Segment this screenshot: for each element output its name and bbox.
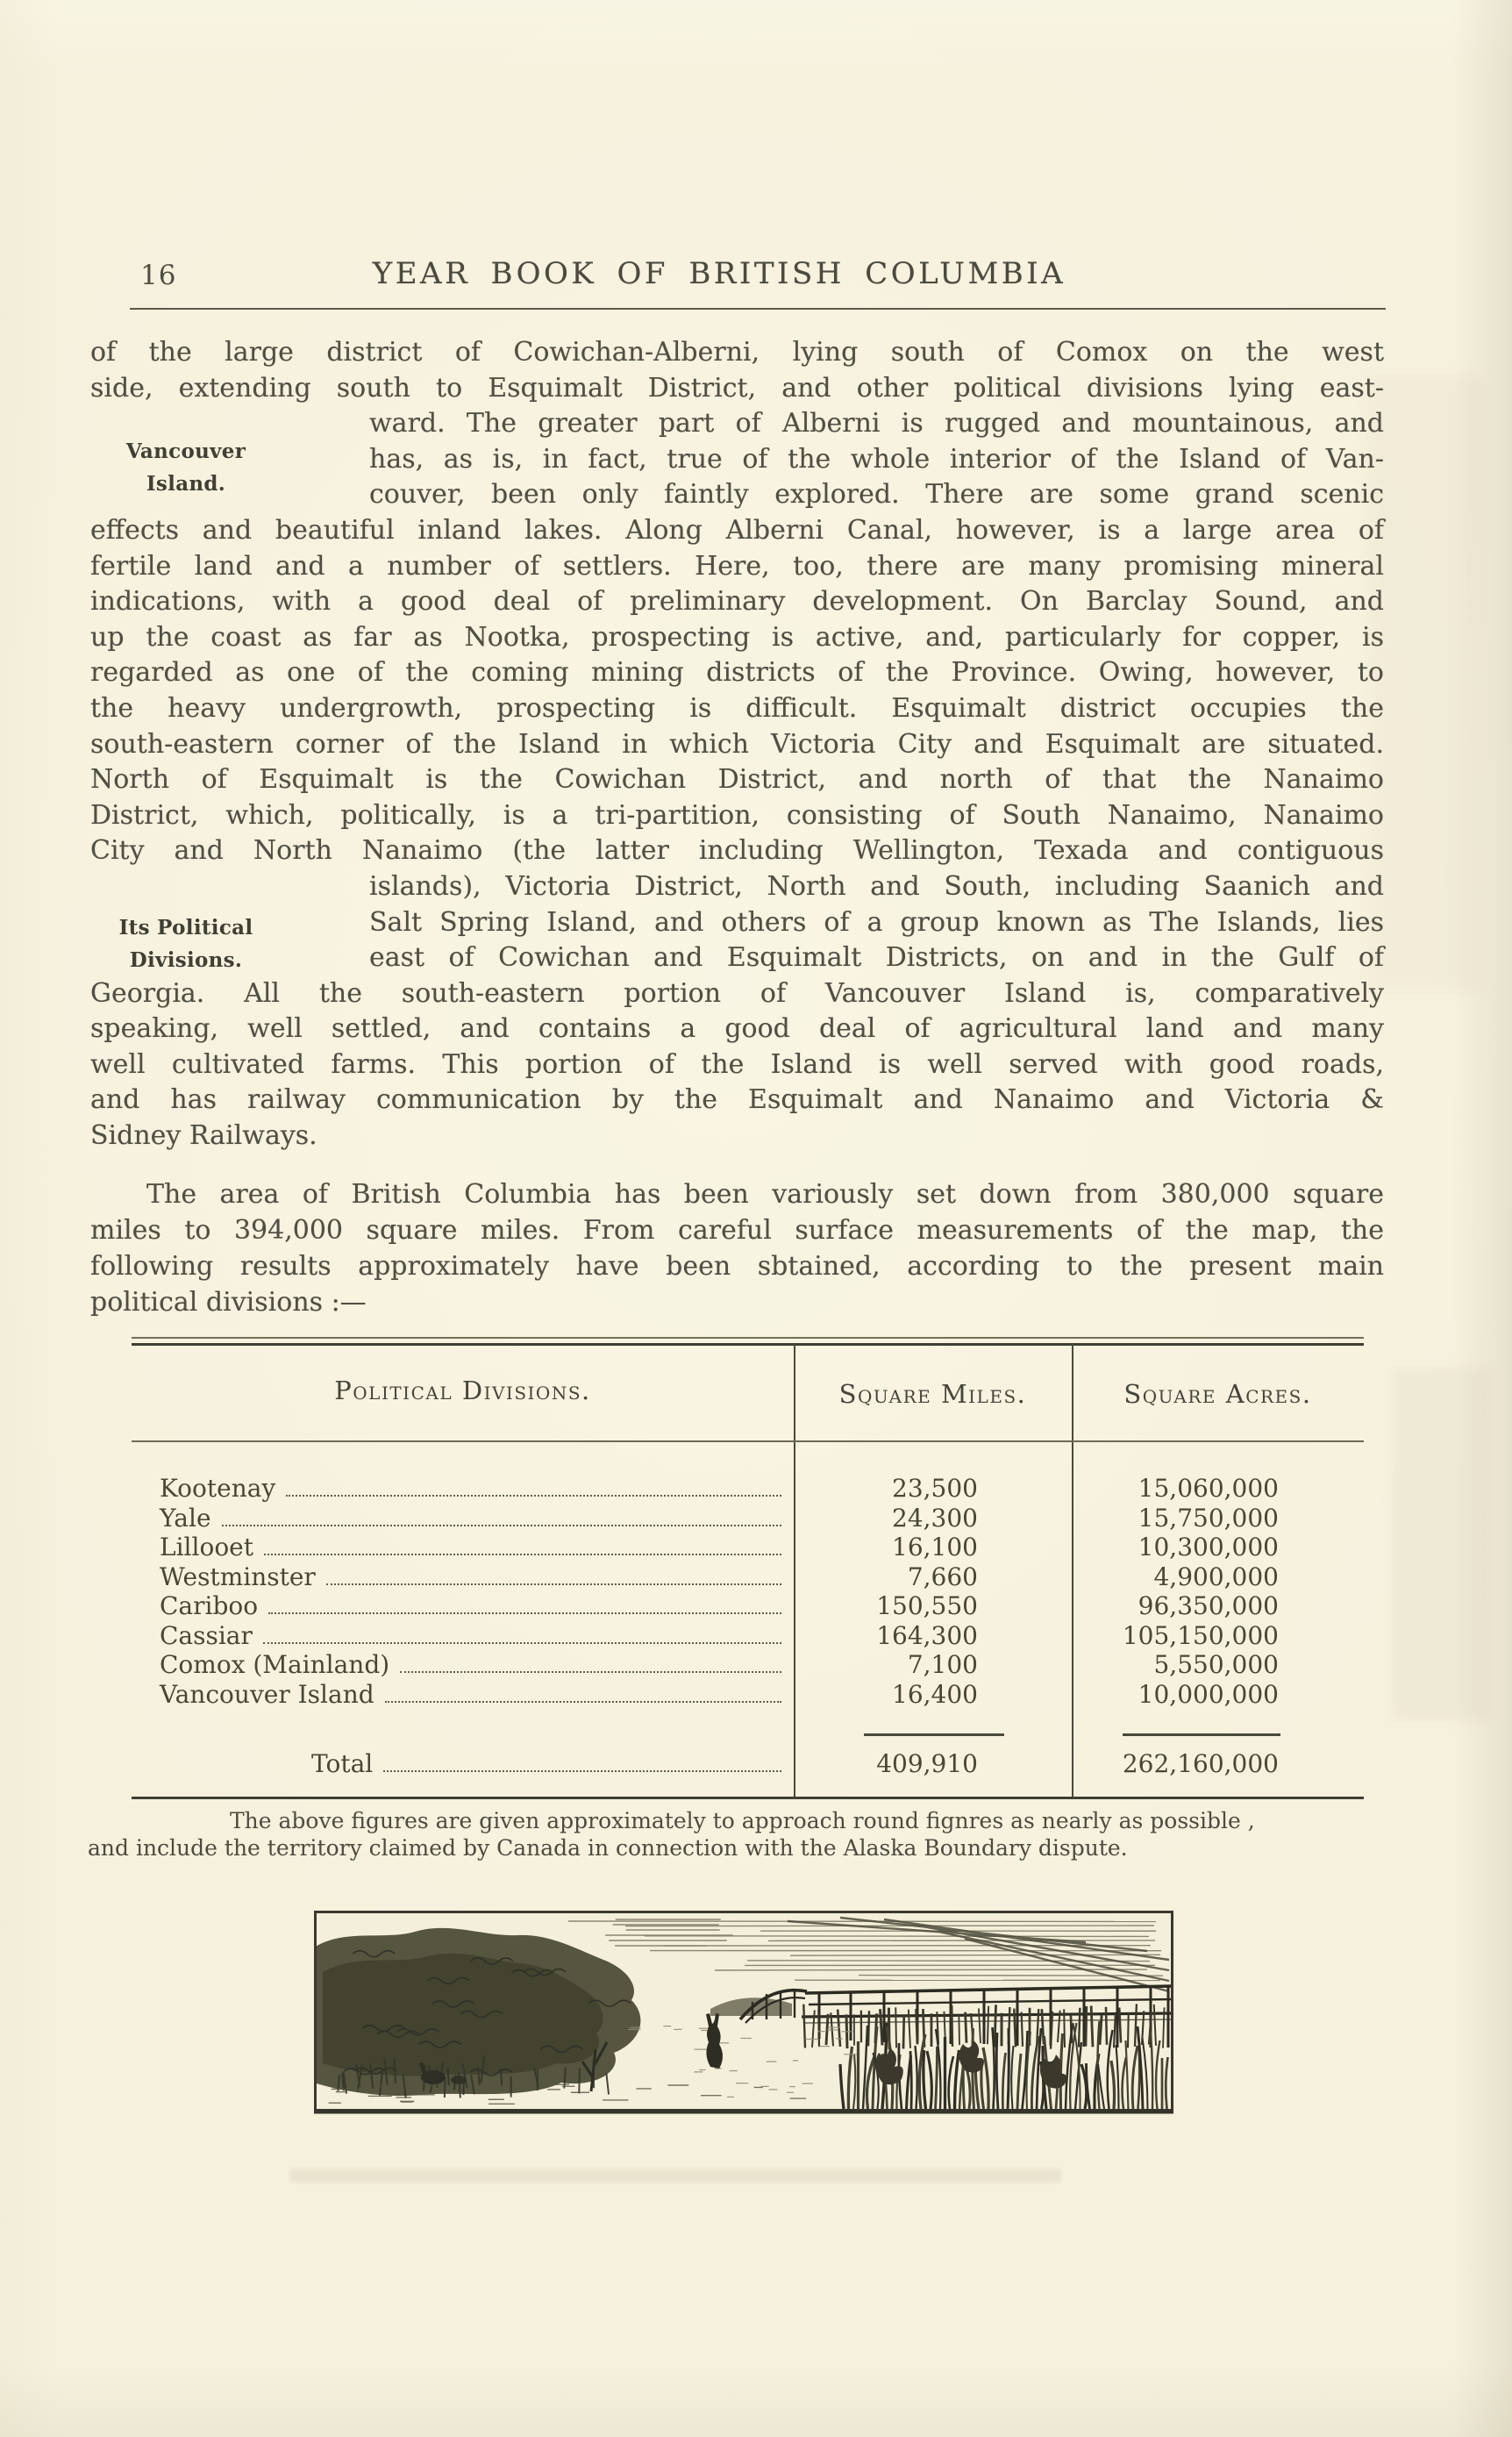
division-name: Yale — [160, 1503, 211, 1533]
footnote-line: The above figures are given approximately to approach round fignres as nearly as possible , — [230, 1808, 1255, 1833]
square-miles-value: 7,100 — [907, 1650, 978, 1679]
body-line: City and North Nanaimo (the latter including Wellington, Texada and contiguous — [90, 835, 1384, 867]
table-top-rule-thick — [132, 1343, 1364, 1346]
leader-dots — [263, 1642, 781, 1644]
table-row — [132, 1504, 1364, 1533]
table-row — [132, 1533, 1364, 1562]
column-header-miles: Square Miles. — [838, 1379, 1027, 1409]
square-miles-value: 164,300 — [876, 1620, 978, 1650]
square-miles-value: 24,300 — [892, 1503, 978, 1533]
division-name: Kootenay — [160, 1474, 276, 1503]
division-name: Westminster — [160, 1562, 316, 1591]
body-line: of the large district of Cowichan-Alberni, lying south of Comox on the west — [90, 337, 1384, 368]
leader-dots — [268, 1612, 781, 1614]
landscape-engraving-illustration — [314, 1911, 1173, 2114]
body-line: fertile land and a number of settlers. Here, too, there are many promising mineral — [90, 550, 1384, 582]
leader-dots — [385, 1701, 781, 1703]
body-line: side, extending south to Esquimalt District, and other political divisions lying east- — [90, 372, 1384, 404]
show-through-ghost — [1368, 377, 1482, 991]
leader-dots — [326, 1583, 781, 1585]
margin-note-vancouver-island: Vancouver — [125, 440, 246, 463]
show-through-ghost — [289, 2169, 1061, 2183]
margin-note-vancouver-island: Island. — [146, 472, 226, 496]
square-acres-value: 96,350,000 — [1138, 1591, 1279, 1620]
leader-dots — [383, 1770, 781, 1772]
table-bottom-rule — [132, 1797, 1364, 1799]
table-footnote — [88, 1807, 1384, 1862]
division-name: Cariboo — [160, 1591, 259, 1620]
table-header-rule — [132, 1440, 1364, 1442]
header-rule — [130, 308, 1386, 310]
total-miles-value: 409,910 — [876, 1749, 978, 1778]
square-acres-value: 15,750,000 — [1138, 1503, 1279, 1533]
square-miles-value: 7,660 — [907, 1562, 978, 1591]
column-header-acres: Square Acres. — [1123, 1379, 1312, 1409]
body-line: couver, been only faintly explored. There are some grand scenic — [369, 479, 1384, 511]
body-line: islands), Victoria District, North and South, including Saanich and — [369, 870, 1384, 902]
page-title: YEAR BOOK OF BRITISH COLUMBIA — [372, 256, 1066, 291]
body-line: speaking, well settled, and contains a good deal of agricultural land and many — [90, 1013, 1384, 1045]
square-miles-value: 16,100 — [892, 1533, 978, 1562]
body-line: regarded as one of the coming mining districts of the Province. Owing, however, to — [90, 657, 1384, 689]
table-total-row — [132, 1749, 1364, 1779]
square-acres-value: 15,060,000 — [1138, 1474, 1279, 1503]
division-name: Comox (Mainland) — [160, 1650, 390, 1679]
body-paragraph-2 — [90, 1176, 1384, 1320]
leader-dots — [400, 1671, 781, 1673]
body-line: Salt Spring Island, and others of a group known as The Islands, lies — [369, 906, 1384, 938]
table-row — [132, 1680, 1364, 1710]
body-line: political divisions :— — [90, 1287, 367, 1318]
leader-dots — [286, 1495, 781, 1497]
table-rows — [132, 1474, 1364, 1709]
body-line: and has railway communication by the Esquimalt and Nanaimo and Victoria & — [90, 1084, 1384, 1116]
body-line: up the coast as far as Nootka, prospecting is active, and, particularly for copper, is — [90, 621, 1384, 653]
table-row — [132, 1650, 1364, 1680]
body-paragraph-1 — [90, 335, 1384, 1154]
body-line: indications, with a good deal of preliminary development. On Barclay Sound, and — [90, 586, 1384, 618]
body-line: east of Cowichan and Esquimalt Districts, on and in the Gulf of — [369, 942, 1384, 974]
table-top-rule-thin — [132, 1337, 1364, 1339]
total-acres-value: 262,160,000 — [1122, 1749, 1279, 1778]
table-row — [132, 1591, 1364, 1621]
body-line: Georgia. All the south-eastern portion of Vancouver Island is, comparatively — [90, 977, 1384, 1009]
square-acres-value: 10,300,000 — [1138, 1533, 1279, 1562]
body-line: following results approximately have been sbtained, according to the present main — [90, 1251, 1384, 1282]
column-header-divisions: Political Divisions. — [334, 1376, 591, 1405]
square-acres-value: 105,150,000 — [1122, 1620, 1279, 1650]
area-table — [132, 1337, 1364, 1799]
division-name: Lillooet — [160, 1533, 253, 1562]
body-line: the heavy undergrowth, prospecting is difficult. Esquimalt district occupies the — [90, 692, 1384, 724]
table-row — [132, 1621, 1364, 1651]
body-line: ward. The greater part of Alberni is rugged and mountainous, and — [369, 408, 1384, 440]
square-miles-value: 150,550 — [876, 1591, 978, 1620]
body-line: Sidney Railways. — [90, 1120, 317, 1152]
square-miles-value: 16,400 — [892, 1679, 978, 1709]
square-miles-value: 23,500 — [892, 1474, 978, 1503]
total-label: Total — [311, 1749, 374, 1778]
margin-note-political-divisions: Its Political — [118, 916, 253, 940]
leader-dots — [264, 1554, 781, 1555]
body-line: has, as is, in fact, true of the whole interior of the Island of Van- — [369, 443, 1384, 475]
division-name: Vancouver Island — [160, 1679, 374, 1709]
square-acres-value: 5,550,000 — [1153, 1650, 1279, 1679]
sum-rule-miles — [864, 1733, 1004, 1736]
show-through-ghost — [1393, 1369, 1489, 1719]
body-line: miles to 394,000 square miles. From careful surface measurements of the map, the — [90, 1215, 1384, 1246]
body-line: effects and beautiful inland lakes. Along Alberni Canal, however, is a large area of — [90, 514, 1384, 546]
body-line: North of Esquimalt is the Cowichan District, and north of that the Nanaimo — [90, 764, 1384, 796]
body-line: District, which, politically, is a tri-partition, consisting of South Nanaimo, Nanaimo — [90, 799, 1384, 831]
table-row — [132, 1562, 1364, 1592]
division-name: Cassiar — [160, 1620, 253, 1650]
square-acres-value: 10,000,000 — [1138, 1679, 1279, 1709]
body-line: well cultivated farms. This portion of the Island is well served with good roads, — [90, 1048, 1384, 1080]
body-line: south-eastern corner of the Island in which Victoria City and Esquimalt are situated. — [90, 728, 1384, 760]
margin-note-political-divisions: Divisions. — [129, 948, 243, 972]
square-acres-value: 4,900,000 — [1153, 1562, 1279, 1591]
footnote-line: and include the territory claimed by Canada in connection with the Alaska Boundary dispute. — [88, 1835, 1128, 1861]
table-row — [132, 1474, 1364, 1504]
sum-rule-acres — [1123, 1733, 1280, 1736]
body-line: The area of British Columbia has been variously set down from 380,000 square — [146, 1179, 1384, 1210]
page-number: 16 — [140, 260, 177, 291]
leader-dots — [222, 1525, 781, 1526]
